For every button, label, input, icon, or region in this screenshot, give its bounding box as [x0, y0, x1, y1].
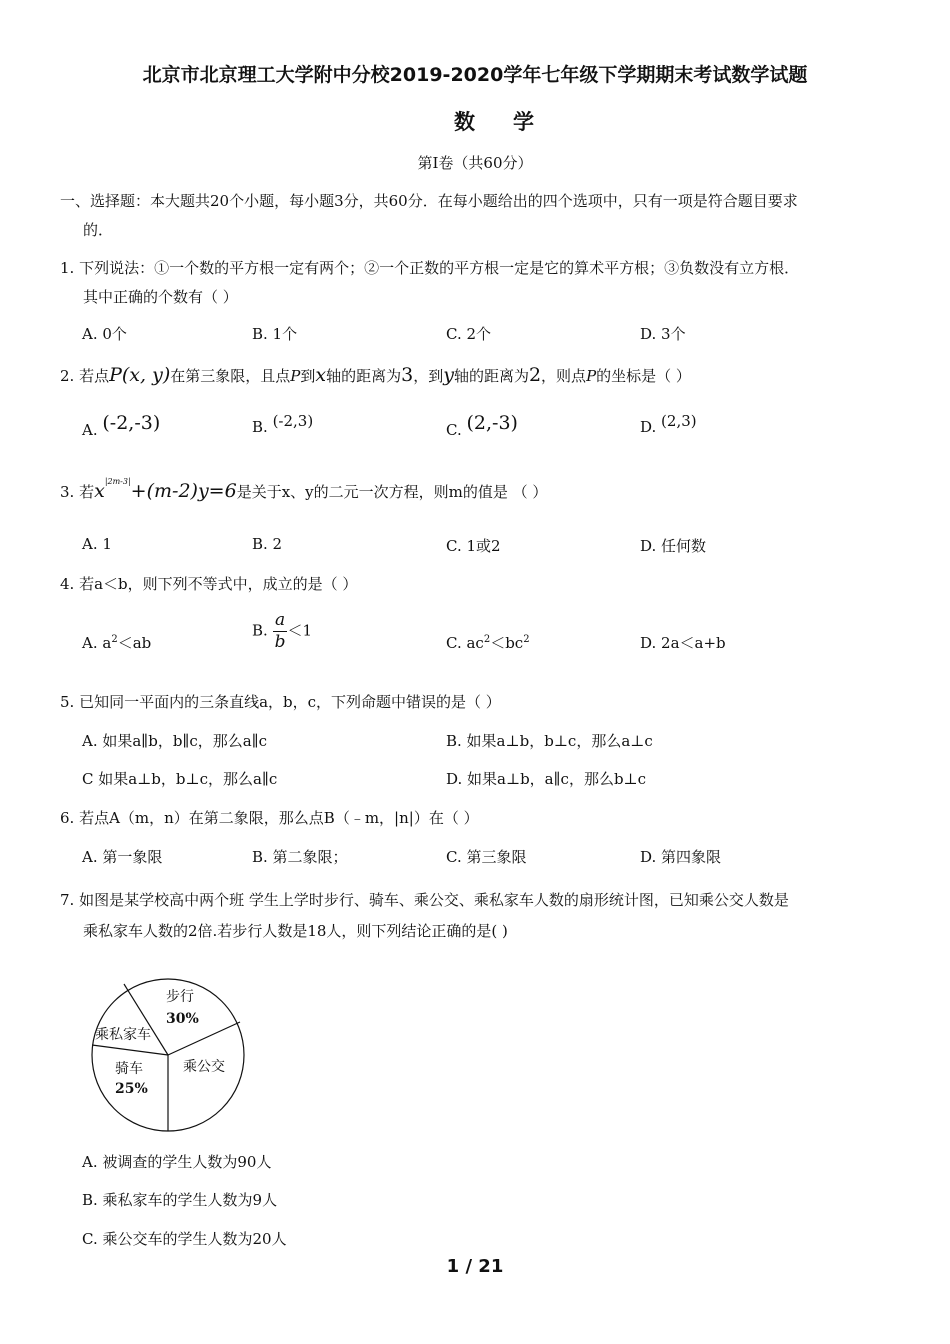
- q2-point-expression: P(x, y): [109, 364, 171, 386]
- q1-option-c: C. 2个: [446, 325, 492, 343]
- q5-option-d: D. 如果a⊥b，a∥c，那么b⊥c: [446, 770, 647, 788]
- q1-option-d: D. 3个: [640, 325, 686, 343]
- q7-option-b: B. 乘私家车的学生人数为9人: [82, 1191, 278, 1209]
- section-instruction-line2: 的．: [83, 221, 114, 239]
- section-instruction-line1: 一、选择题：本大题共20个小题，每小题3分，共60分．在每小题给出的四个选项中，只有一项是符合题目要求: [60, 192, 798, 210]
- volume-heading: 第Ⅰ卷（共60分）: [417, 154, 533, 172]
- q6-option-d: D. 第四象限: [640, 848, 722, 866]
- pie-label-bike: 骑车: [115, 1061, 143, 1077]
- q6-option-b: B. 第二象限；: [252, 848, 348, 866]
- q4-option-c: C. $ac^2<bc^2$: [446, 634, 530, 652]
- pie-label-walk: 步行: [166, 989, 194, 1005]
- subject-heading: 数学: [454, 110, 572, 134]
- q2-stem: 2. 若点P(x, y)在第三象限，且点P到x轴的距离为3，到y轴的距离为2，则点P的坐标是（ ）: [60, 364, 691, 386]
- q5-option-a: A. 如果a∥b，b∥c，那么a∥c: [82, 732, 268, 750]
- q4-stem: 4. 若a＜b，则下列不等式中，成立的是（ ）: [60, 575, 358, 593]
- q5-stem: 5. 已知同一平面内的三条直线a，b，c，下列命题中错误的是（ ）: [60, 693, 501, 711]
- q2-option-c: C. (2,-3): [446, 412, 518, 439]
- q1-option-b: B. 1个: [252, 325, 298, 343]
- q2-option-d: D. (2,3): [640, 412, 697, 436]
- q7-pie-chart: [88, 975, 248, 1135]
- q1-stem-line2: 其中正确的个数有（ ）: [83, 288, 238, 306]
- q3-option-c: C. 1或2: [446, 537, 501, 555]
- q5-option-b: B. 如果a⊥b，b⊥c，那么a⊥c: [446, 732, 653, 750]
- q6-option-c: C. 第三象限: [446, 848, 527, 866]
- pie-label-car: 乘私家车: [95, 1027, 151, 1043]
- q2-option-a: A. (-2,-3): [82, 412, 161, 439]
- q7-stem-line1: 7. 如图是某学校高中两个班 学生上学时步行、骑车、乘公交、乘私家车人数的扇形统计图，已知乘公交人数是: [60, 891, 789, 909]
- q7-stem-line2: 乘私家车人数的2倍.若步行人数是18人，则下列结论正确的是( ): [83, 922, 508, 940]
- q4-option-d: D. 2a＜a+b: [640, 634, 726, 652]
- pie-pct-walk: 30%: [166, 1011, 199, 1027]
- q3-stem: 3. 若$x^{|2m-3|}+(m-2)y=6$是关于x、y的二元一次方程，则m的值是 （ ）: [60, 476, 548, 502]
- pie-label-bus: 乘公交: [183, 1059, 225, 1075]
- q7-option-a: A. 被调查的学生人数为90人: [82, 1153, 272, 1171]
- q3-equation: $x^{|2m-3|}+(m-2)y=6$: [94, 476, 237, 502]
- q3-option-b: B. 2: [252, 535, 283, 553]
- q3-option-d: D. 任何数: [640, 537, 707, 555]
- q6-stem: 6. 若点A（m，n）在第二象限，那么点B（﹣m，|n|）在（ ）: [60, 809, 479, 827]
- q1-option-a: A. 0个: [82, 325, 127, 343]
- q4-option-b: B. $\frac{a}{b}$ ＜1: [252, 610, 313, 652]
- q4-option-a: A. $a^2<ab$: [82, 634, 152, 652]
- page-number: 1 / 21: [446, 1256, 504, 1277]
- q7-option-c: C. 乘公交车的学生人数为20人: [82, 1230, 287, 1248]
- pie-pct-bike: 25%: [115, 1081, 148, 1097]
- q3-option-a: A. 1: [82, 535, 112, 553]
- q6-option-a: A. 第一象限: [82, 848, 163, 866]
- document-title: 北京市北京理工大学附中分校2019-2020学年七年级下学期期末考试数学试题: [142, 64, 808, 86]
- q1-stem-line1: 1. 下列说法：①一个数的平方根一定有两个；②一个正数的平方根一定是它的算术平方根；③负数没有立方根．: [60, 259, 800, 277]
- q2-option-b: B. (-2,3): [252, 412, 314, 436]
- q5-option-c: C 如果a⊥b，b⊥c，那么a∥c: [82, 770, 278, 788]
- q4-fraction: $\frac{a}{b}$: [274, 610, 286, 652]
